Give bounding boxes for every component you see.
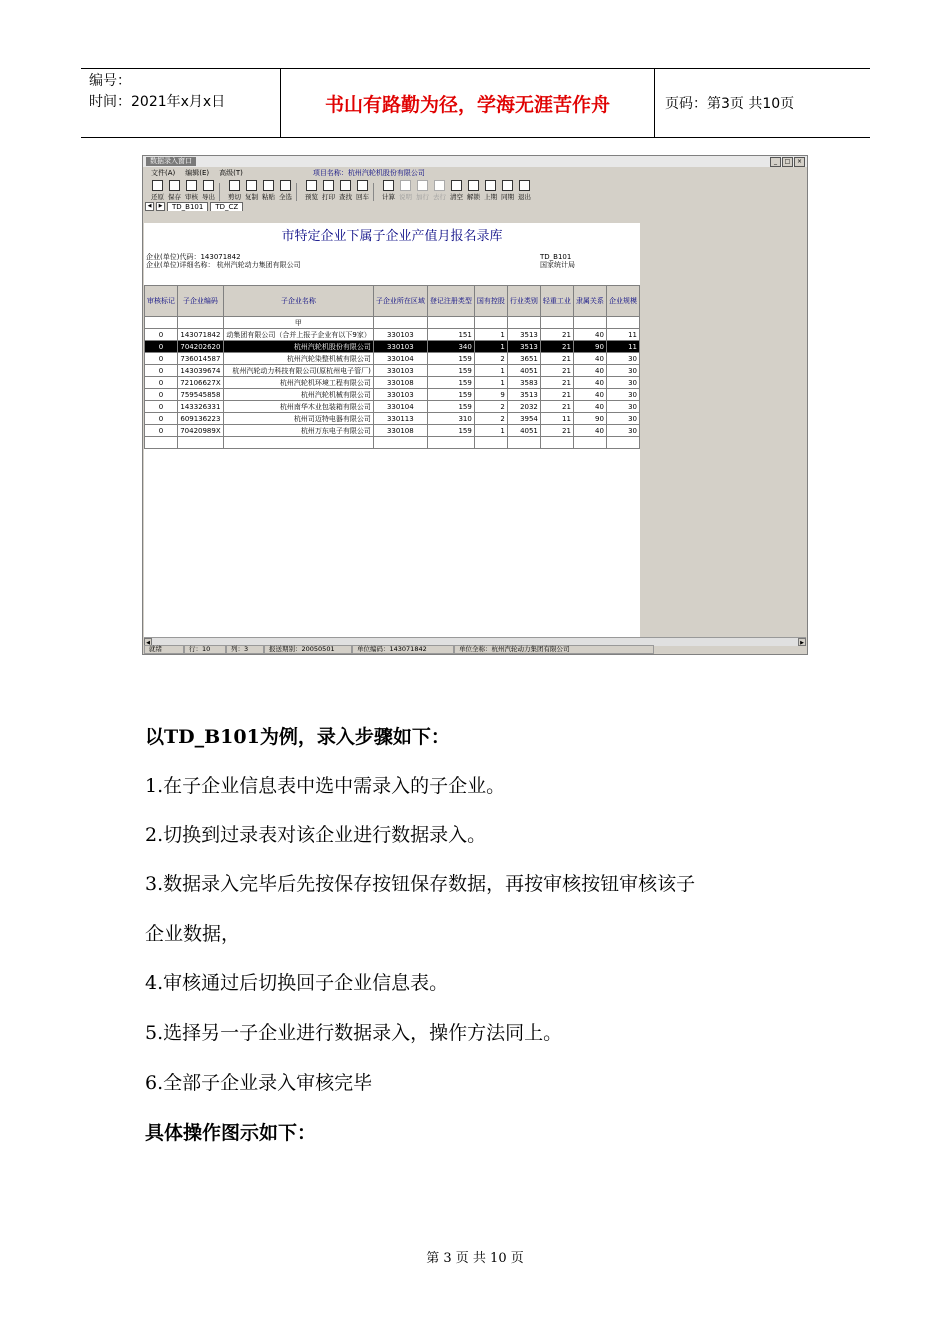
table-cell[interactable]: 11 — [606, 341, 639, 353]
table-cell[interactable]: 0 — [145, 401, 178, 413]
time-label: 时间：2021年x月x日 — [89, 94, 226, 110]
table-row[interactable] — [145, 365, 640, 377]
table-cell[interactable]: 330103 — [373, 389, 427, 401]
table-cell[interactable]: 40 — [573, 377, 606, 389]
toolbar-label: 导出 — [202, 193, 215, 201]
table-cell[interactable] — [573, 437, 606, 449]
table-cell[interactable]: 330108 — [373, 377, 427, 389]
toolbar-label: 回车 — [356, 193, 369, 201]
toolbar-icon — [451, 180, 462, 191]
toolbar-label: 加行 — [416, 193, 429, 201]
toolbar-label: 查找 — [339, 193, 352, 201]
table-cell[interactable]: 9 — [474, 389, 507, 401]
toolbar-button-13[interactable] — [397, 180, 414, 201]
issuing-org: 国家统计局 — [540, 261, 575, 269]
toolbar-button-2[interactable] — [183, 180, 200, 201]
table-cell[interactable] — [427, 437, 474, 449]
table-cell[interactable]: 40 — [573, 389, 606, 401]
menu-edit[interactable]: 编辑(E) — [185, 169, 210, 177]
toolbar-label: 去行 — [433, 193, 446, 201]
table-cell[interactable]: 330104 — [373, 353, 427, 365]
close-button[interactable]: × — [794, 157, 805, 167]
table-row[interactable] — [145, 377, 640, 389]
toolbar-icon — [400, 180, 411, 191]
toolbar-button-11[interactable] — [354, 180, 371, 201]
toolbar-icon — [169, 180, 180, 191]
table-cell[interactable]: 30 — [606, 389, 639, 401]
step-1: 1.在子企业信息表中选中需录入的子企业。 — [145, 775, 506, 797]
table-cell[interactable]: 159 — [427, 365, 474, 377]
table-cell[interactable] — [540, 437, 573, 449]
toolbar-button-16[interactable] — [448, 180, 465, 201]
toolbar-button-3[interactable] — [200, 180, 217, 201]
step-2: 2.切换到过录表对该企业进行数据录入。 — [145, 824, 487, 846]
steps-heading: 以TD_B101为例，录入步骤如下： — [145, 726, 450, 748]
table-cell[interactable]: 159 — [427, 425, 474, 437]
toolbar-button-8[interactable] — [303, 180, 320, 201]
column-header: 行业类别 — [507, 286, 540, 317]
data-entry-window — [142, 155, 808, 655]
table-cell[interactable] — [373, 437, 427, 449]
table-cell[interactable]: 3954 — [507, 413, 540, 425]
table-cell[interactable]: 杭州司迈特电器有限公司 — [223, 413, 373, 425]
toolbar-label: 解锁 — [467, 193, 480, 201]
column-header: 审核标记 — [145, 286, 178, 317]
toolbar-button-5[interactable] — [243, 180, 260, 201]
table-cell[interactable]: 杭州万东电子有限公司 — [223, 425, 373, 437]
table-cell[interactable]: 30 — [606, 353, 639, 365]
table-cell[interactable]: 21 — [540, 401, 573, 413]
table-cell[interactable]: 330103 — [373, 341, 427, 353]
subsidiary-table — [144, 285, 640, 449]
number-label: 编号： — [89, 73, 131, 89]
table-cell[interactable]: 1 — [474, 425, 507, 437]
menu-file[interactable]: 文件(A) — [151, 169, 176, 177]
minimize-button[interactable]: _ — [770, 157, 781, 167]
toolbar-icon — [357, 180, 368, 191]
toolbar-separator — [373, 183, 378, 201]
toolbar-label: 粘贴 — [262, 193, 275, 201]
table-cell[interactable]: 0 — [145, 389, 178, 401]
report-meta-left — [146, 253, 301, 269]
table-cell[interactable]: 704202620 — [178, 341, 224, 353]
toolbar-button-20[interactable] — [516, 180, 533, 201]
table-row[interactable] — [145, 341, 640, 353]
toolbar-separator — [296, 183, 301, 201]
table-cell[interactable]: 4051 — [507, 365, 540, 377]
toolbar-icon — [383, 180, 394, 191]
toolbar-label: 审核 — [185, 193, 198, 201]
toolbar-icon — [263, 180, 274, 191]
toolbar-icon — [434, 180, 445, 191]
table-cell[interactable]: 11 — [606, 329, 639, 341]
toolbar-button-14[interactable] — [414, 180, 431, 201]
report-sheet — [144, 223, 640, 637]
table-cell[interactable] — [178, 437, 224, 449]
sheet-empty-area — [640, 223, 807, 637]
maximize-button[interactable]: □ — [782, 157, 793, 167]
table-cell[interactable]: 21 — [540, 389, 573, 401]
toolbar-button-6[interactable] — [260, 180, 277, 201]
toolbar-label: 复制 — [245, 193, 258, 201]
table-cell[interactable]: 159 — [427, 389, 474, 401]
step-6: 6.全部子企业录入审核完毕 — [145, 1072, 373, 1094]
table-cell[interactable]: 21 — [540, 353, 573, 365]
toolbar — [143, 179, 807, 201]
column-header: 子企业名称 — [223, 286, 373, 317]
toolbar-button-10[interactable] — [337, 180, 354, 201]
table-cell[interactable]: 90 — [573, 413, 606, 425]
table-cell[interactable]: 3651 — [507, 353, 540, 365]
table-cell[interactable]: 30 — [606, 425, 639, 437]
toolbar-button-18[interactable] — [482, 180, 499, 201]
table-cell[interactable]: 3513 — [507, 329, 540, 341]
table-cell[interactable] — [507, 437, 540, 449]
status-field: 就绪 — [144, 645, 184, 654]
column-header: 国有控股 — [474, 286, 507, 317]
toolbar-icon — [519, 180, 530, 191]
table-cell[interactable]: 杭州汽轮染整机械有限公司 — [223, 353, 373, 365]
table-cell[interactable]: 0 — [145, 341, 178, 353]
table-cell[interactable]: 30 — [606, 377, 639, 389]
table-cell[interactable]: 0 — [145, 413, 178, 425]
toolbar-icon — [152, 180, 163, 191]
tab-td-cz[interactable]: TD_CZ — [210, 202, 243, 211]
table-cell[interactable]: 3513 — [507, 341, 540, 353]
table-cell[interactable]: 21 — [540, 329, 573, 341]
toolbar-icon — [246, 180, 257, 191]
page-footer: 第 3 页 共 10 页 — [426, 1251, 524, 1266]
table-cell[interactable]: 30 — [606, 413, 639, 425]
table-cell[interactable]: 0 — [145, 425, 178, 437]
column-header: 登记注册类型 — [427, 286, 474, 317]
company-code: 企业(单位)代码：143071842 — [146, 253, 241, 261]
report-meta-right — [540, 253, 575, 269]
table-cell[interactable]: 159 — [427, 377, 474, 389]
status-field: 单位编码：143071842 — [352, 645, 454, 654]
table-cell[interactable]: 21 — [540, 377, 573, 389]
toolbar-icon — [306, 180, 317, 191]
table-cell[interactable]: 0 — [145, 377, 178, 389]
header-left — [81, 69, 281, 137]
table-cell[interactable]: 40 — [573, 329, 606, 341]
scroll-left-icon[interactable]: ◀ — [144, 638, 152, 646]
table-cell[interactable] — [145, 437, 178, 449]
scroll-right-icon[interactable]: ▶ — [798, 638, 806, 646]
status-field: 行：10 — [184, 645, 226, 654]
table-cell[interactable]: 1 — [474, 341, 507, 353]
tab-prev-icon[interactable]: ◀ — [145, 202, 154, 211]
table-cell[interactable]: 143039674 — [178, 365, 224, 377]
toolbar-icon — [485, 180, 496, 191]
column-header: 子企业编码 — [178, 286, 224, 317]
toolbar-label: 全选 — [279, 193, 292, 201]
toolbar-separator — [219, 183, 224, 201]
table-cell[interactable]: 72106627X — [178, 377, 224, 389]
table-cell[interactable]: 杭州南华木业包装箱有限公司 — [223, 401, 373, 413]
table-row[interactable] — [145, 401, 640, 413]
table-cell[interactable]: 21 — [540, 365, 573, 377]
table-cell[interactable]: 143071842 — [178, 329, 224, 341]
table-cell[interactable]: 4051 — [507, 425, 540, 437]
table-cell[interactable]: 40 — [573, 365, 606, 377]
table-cell[interactable]: 40 — [573, 353, 606, 365]
diagram-heading: 具体操作图示如下： — [145, 1122, 317, 1144]
table-row[interactable] — [145, 425, 640, 437]
toolbar-label: 计算 — [382, 193, 395, 201]
menu-advanced[interactable]: 高级(T) — [219, 169, 243, 177]
menu-bar — [143, 167, 807, 179]
window-title: 数据录入窗口 — [146, 157, 196, 166]
table-cell[interactable]: 1 — [474, 377, 507, 389]
table-cell[interactable]: 11 — [540, 413, 573, 425]
table-cell[interactable] — [606, 437, 639, 449]
toolbar-label: 同期 — [501, 193, 514, 201]
report-title: 市特定企业下属子企业产值月报名录库 — [281, 229, 503, 244]
table-cell[interactable]: 159 — [427, 401, 474, 413]
table-cell[interactable]: 杭州汽轮机环境工程有限公司 — [223, 377, 373, 389]
toolbar-icon — [417, 180, 428, 191]
step-3: 3.数据录入完毕后先按保存按钮保存数据，再按审核按钮审核该子 — [145, 873, 696, 895]
column-header: 子企业所在区域 — [373, 286, 427, 317]
toolbar-icon — [186, 180, 197, 191]
toolbar-label: 说明 — [399, 193, 412, 201]
toolbar-icon — [340, 180, 351, 191]
table-cell[interactable]: 330113 — [373, 413, 427, 425]
toolbar-button-12[interactable] — [380, 180, 397, 201]
page-label: 页码：第3页 共10页 — [665, 96, 795, 112]
toolbar-label: 上期 — [484, 193, 497, 201]
table-cell[interactable]: 0 — [145, 353, 178, 365]
table-cell[interactable]: 21 — [540, 341, 573, 353]
toolbar-icon — [323, 180, 334, 191]
table-cell[interactable]: 330108 — [373, 425, 427, 437]
tab-td-b101[interactable]: TD_B101 — [167, 202, 208, 211]
toolbar-label: 还原 — [151, 193, 164, 201]
tab-next-icon[interactable]: ▶ — [156, 202, 165, 211]
toolbar-button-9[interactable] — [320, 180, 337, 201]
table-cell[interactable]: 151 — [427, 329, 474, 341]
toolbar-label: 预览 — [305, 193, 318, 201]
table-row[interactable] — [145, 413, 640, 425]
table-cell[interactable]: 2032 — [507, 401, 540, 413]
table-cell[interactable]: 3513 — [507, 389, 540, 401]
toolbar-button-19[interactable] — [499, 180, 516, 201]
table-cell[interactable]: 杭州汽轮机械有限公司 — [223, 389, 373, 401]
table-cell[interactable]: 2 — [474, 353, 507, 365]
toolbar-label: 退出 — [518, 193, 531, 201]
table-cell[interactable]: 0 — [145, 365, 178, 377]
toolbar-button-17[interactable] — [465, 180, 482, 201]
table-cell[interactable]: 1 — [474, 365, 507, 377]
table-cell[interactable]: 1 — [474, 329, 507, 341]
table-row[interactable] — [145, 329, 640, 341]
table-cell[interactable]: 159 — [427, 353, 474, 365]
table-cell[interactable]: 330103 — [373, 329, 427, 341]
step-3-cont: 企业数据， — [145, 923, 241, 945]
column-header: 轻重工业 — [540, 286, 573, 317]
toolbar-icon — [502, 180, 513, 191]
form-code: TD_B101 — [540, 253, 572, 261]
toolbar-label: 打印 — [322, 193, 335, 201]
toolbar-label: 剪切 — [228, 193, 241, 201]
table-row[interactable] — [145, 389, 640, 401]
toolbar-button-15[interactable] — [431, 180, 448, 201]
status-field: 报送期别：20050501 — [264, 645, 352, 654]
table-cell[interactable]: 310 — [427, 413, 474, 425]
table-cell[interactable]: 2 — [474, 401, 507, 413]
group-label: 甲 — [223, 317, 373, 329]
column-header: 隶属关系 — [573, 286, 606, 317]
toolbar-button-4[interactable] — [226, 180, 243, 201]
status-field: 单位全称：杭州汽轮动力集团有限公司 — [454, 645, 654, 654]
table-cell[interactable]: 21 — [540, 425, 573, 437]
table-cell[interactable]: 杭州汽轮机股份有限公司 — [223, 341, 373, 353]
toolbar-icon — [468, 180, 479, 191]
project-name: 项目名称：杭州汽轮机股份有限公司 — [312, 169, 425, 177]
toolbar-label: 清空 — [450, 193, 463, 201]
toolbar-button-7[interactable] — [277, 180, 294, 201]
table-row[interactable] — [145, 353, 640, 365]
table-cell[interactable]: 40 — [573, 425, 606, 437]
table-cell[interactable]: 30 — [606, 401, 639, 413]
company-name: 企业(单位)详细名称： 杭州汽轮动力集团有限公司 — [146, 261, 301, 269]
table-cell[interactable]: 杭州汽轮动力科技有限公司(原杭州电子管厂) — [223, 365, 373, 377]
table-cell[interactable]: 动集团有限公司（合并上报子企业有以下9家） — [223, 329, 373, 341]
status-field: 列：3 — [226, 645, 264, 654]
table-cell[interactable] — [223, 437, 373, 449]
table-cell[interactable]: 759545858 — [178, 389, 224, 401]
page-header — [81, 68, 870, 138]
window-titlebar — [143, 156, 807, 167]
table-cell[interactable]: 40 — [573, 401, 606, 413]
toolbar-icon — [229, 180, 240, 191]
table-cell[interactable]: 340 — [427, 341, 474, 353]
table-cell[interactable]: 609136223 — [178, 413, 224, 425]
table-cell[interactable]: 90 — [573, 341, 606, 353]
table-cell[interactable]: 330104 — [373, 401, 427, 413]
step-5: 5.选择另一子企业进行数据录入，操作方法同上。 — [145, 1022, 563, 1044]
table-cell[interactable]: 2 — [474, 413, 507, 425]
toolbar-icon — [203, 180, 214, 191]
toolbar-button-0[interactable] — [149, 180, 166, 201]
status-bar — [144, 645, 806, 654]
toolbar-label: 保存 — [168, 193, 181, 201]
toolbar-icon — [280, 180, 291, 191]
table-row-empty[interactable] — [145, 437, 640, 449]
table-cell[interactable] — [474, 437, 507, 449]
table-cell[interactable]: 3583 — [507, 377, 540, 389]
table-cell[interactable]: 30 — [606, 365, 639, 377]
toolbar-button-1[interactable] — [166, 180, 183, 201]
table-cell[interactable]: 70420989X — [178, 425, 224, 437]
column-header: 企业规模 — [606, 286, 639, 317]
table-cell[interactable]: 0 — [145, 329, 178, 341]
step-4: 4.审核通过后切换回子企业信息表。 — [145, 972, 449, 994]
table-cell[interactable]: 143326331 — [178, 401, 224, 413]
sheet-tabs — [143, 201, 807, 211]
table-cell[interactable]: 330103 — [373, 365, 427, 377]
table-cell[interactable]: 736014587 — [178, 353, 224, 365]
motto: 书山有路勤为径，学海无涯苦作舟 — [281, 69, 655, 137]
